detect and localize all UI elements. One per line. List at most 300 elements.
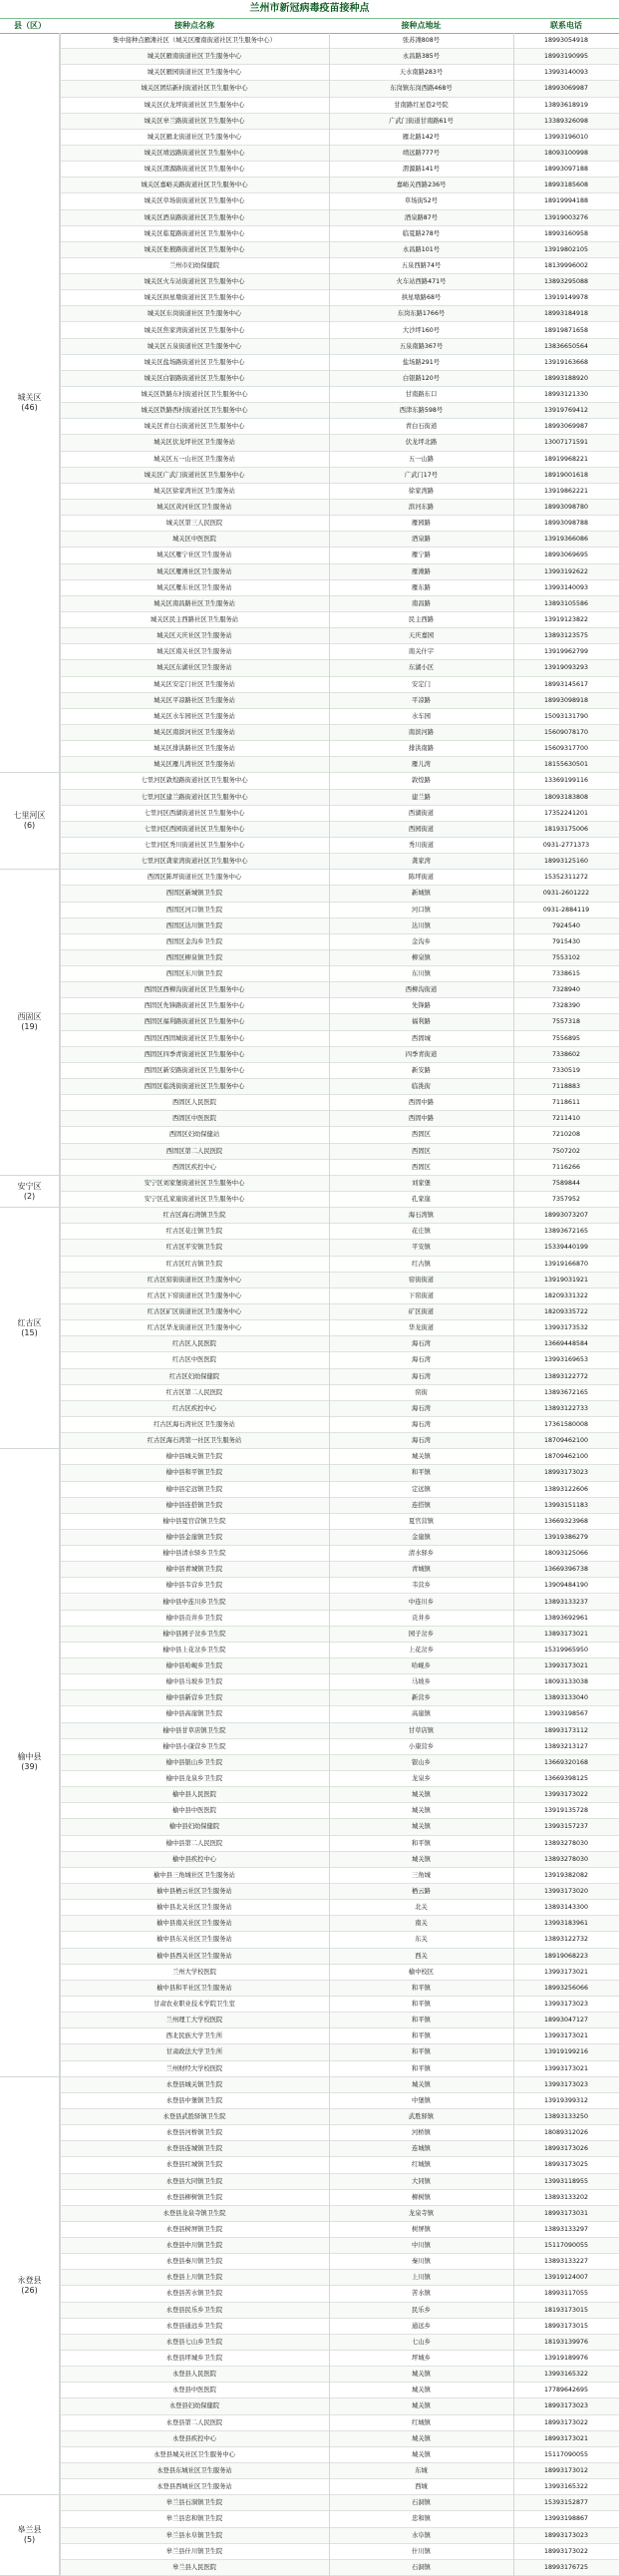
site-name: 城关区草场街街道社区卫生服务中心 [144, 197, 245, 205]
site-name: 城关区雁南街道社区卫生服务中心 [147, 53, 242, 61]
site-name: 城关区东湖社区卫生服务站 [156, 664, 232, 672]
site-phone: 0931-2601222 [542, 890, 590, 898]
site-phone: 18709462100 [543, 1437, 589, 1445]
table-row [60, 1449, 619, 1465]
site-address: 河口镇 [412, 906, 431, 914]
site-phone: 13893133040 [543, 1694, 589, 1702]
site-phone: 13893173021 [543, 1630, 589, 1638]
table-row [60, 1273, 619, 1288]
table-row [60, 146, 619, 162]
site-name: 永登县七山乡卫生院 [165, 2338, 223, 2346]
site-name: 城关区南关社区卫生服务站 [156, 648, 232, 656]
site-address: 白银路120号 [402, 374, 441, 382]
table-row [60, 886, 619, 902]
site-address: 金沟乡 [412, 937, 431, 945]
site-address: 水车园 [412, 712, 431, 720]
site-address: 三角城 [412, 1871, 431, 1879]
site-phone: 18209335722 [543, 1308, 589, 1315]
table-row [60, 950, 619, 966]
site-phone: 13919166870 [543, 1260, 589, 1268]
site-address: 和平镇 [412, 2064, 431, 2072]
site-phone: 18919968221 [543, 455, 589, 463]
site-address: 广武门街道甘南路61号 [389, 117, 454, 125]
table-row [60, 258, 619, 274]
table-row [60, 1192, 619, 1208]
site-address: 龙泉乡 [412, 1775, 431, 1783]
site-address: 城关镇 [412, 2387, 431, 2394]
site-address: 民乐乡 [412, 2306, 431, 2314]
site-address: 和平镇 [412, 2000, 431, 2008]
site-address: 滨河东路 [408, 504, 435, 512]
table-row [60, 1111, 619, 1127]
site-phone: 13893122733 [543, 1404, 589, 1412]
site-name: 西固区福利路街道社区卫生服务中心 [144, 1018, 245, 1026]
site-name: 榆中县新营乡卫生院 [165, 1694, 223, 1702]
site-phone: 13993140093 [543, 583, 589, 591]
site-phone: 13993198567 [543, 1710, 589, 1718]
site-address: 城关镇 [412, 2080, 431, 2088]
site-phone: 13893105586 [543, 599, 589, 607]
sites-table [0, 33, 619, 2576]
table-row [60, 452, 619, 468]
site-phone: 18993173012 [543, 2467, 589, 2475]
site-address: 平安镇 [412, 1244, 431, 1252]
site-name: 城关区拱星墩街道社区卫生服务中心 [144, 294, 245, 302]
table-row [60, 870, 619, 886]
table-row [60, 790, 619, 806]
site-phone: 18993054918 [543, 37, 589, 44]
site-address: 坪城乡 [412, 2355, 431, 2363]
site-address: 西湖街道 [408, 809, 435, 817]
site-phone: 13893133202 [543, 2193, 589, 2201]
site-phone: 17361580008 [543, 1420, 589, 1428]
site-phone: 13919199216 [543, 2048, 589, 2056]
site-phone: 7211410 [551, 1115, 581, 1123]
table-row [60, 81, 619, 97]
site-phone: 18993098788 [543, 520, 589, 528]
site-address: 什川镇 [412, 2547, 431, 2555]
site-name: 红古区海石湾社区卫生服务站 [154, 1420, 235, 1428]
site-phone: 13919366086 [543, 536, 589, 544]
site-phone: 13919862221 [543, 487, 589, 495]
site-name: 红古区平安镇卫生院 [165, 1244, 223, 1252]
table-row [60, 2286, 619, 2302]
site-name: 城关区雁儿湾社区卫生服务站 [154, 761, 235, 769]
table-row [60, 1047, 619, 1063]
site-address: 雁儿湾 [412, 761, 431, 769]
site-name: 榆中县青城镇卫生院 [165, 1566, 223, 1574]
site-phone: 7118883 [551, 1083, 581, 1091]
table-row [60, 1916, 619, 1932]
site-phone: 18993190995 [543, 53, 589, 61]
site-name: 榆中县三角城社区卫生服务站 [154, 1871, 235, 1879]
site-phone: 7328390 [551, 1002, 581, 1010]
site-phone: 7338615 [551, 970, 581, 978]
site-phone: 18993176725 [543, 2563, 589, 2571]
site-name: 榆中县连搭镇卫生院 [165, 1501, 223, 1509]
table-row [60, 1627, 619, 1643]
site-name: 城关区靖远路街道社区卫生服务中心 [144, 149, 245, 157]
site-address: 西固中路 [408, 1115, 435, 1123]
site-name: 兰州财经大学校医院 [165, 2064, 223, 2072]
table-row [60, 1739, 619, 1755]
site-name: 榆中县定远镇卫生院 [165, 1485, 223, 1493]
site-address: 西津东路598号 [399, 407, 444, 415]
site-address: 城关镇 [412, 2434, 431, 2442]
site-phone: 13893133297 [543, 2225, 589, 2233]
table-row [60, 2270, 619, 2286]
site-phone: 13893278030 [543, 1855, 589, 1863]
site-phone: 18993117055 [543, 2290, 589, 2298]
site-address: 秀川街道 [408, 841, 435, 849]
site-phone: 18209331322 [543, 1291, 589, 1299]
table-row [60, 339, 619, 355]
site-phone: 13993173532 [543, 1324, 589, 1332]
site-address: 韦营乡 [412, 1582, 431, 1590]
site-address: 武胜驿镇 [408, 2112, 435, 2120]
site-address: 福利路 [412, 1018, 431, 1026]
site-phone: 18993173022 [543, 2547, 589, 2555]
site-address: 建兰路 [412, 793, 431, 801]
site-phone: 18919001618 [543, 471, 589, 479]
site-name: 西固区金沟乡卫生院 [165, 937, 223, 945]
table-row [60, 2013, 619, 2028]
site-name: 榆中县银山乡卫生院 [165, 1758, 223, 1766]
site-name: 榆中县韦营乡卫生院 [165, 1582, 223, 1590]
site-phone: 18993256066 [543, 1984, 589, 1992]
table-row [60, 2028, 619, 2044]
site-address: 西园街道 [408, 825, 435, 833]
site-address: 石洞镇 [412, 2499, 431, 2507]
site-phone: 13919149978 [543, 294, 589, 302]
site-address: 嘉峪关西路236号 [396, 182, 447, 189]
site-name: 永登县武胜驿镇卫生院 [162, 2112, 226, 2120]
site-phone: 13993140093 [543, 69, 589, 77]
site-phone: 15393152877 [543, 2499, 589, 2507]
site-address: 拱星墩路68号 [401, 294, 442, 302]
site-phone: 0931-2884119 [542, 906, 590, 914]
site-phone: 7507202 [551, 1147, 581, 1155]
table-row [60, 1836, 619, 1852]
table-row [60, 2398, 619, 2414]
table-row [60, 2383, 619, 2398]
table-row [60, 822, 619, 838]
site-address: 甘南路东口 [405, 391, 438, 399]
table-row [60, 564, 619, 580]
site-address: 忠和镇 [412, 2515, 431, 2523]
site-address: 平凉路 [412, 696, 431, 704]
site-name: 城关区伏龙坪街道社区卫生服务中心 [144, 101, 245, 109]
site-phone: 13993165322 [543, 2483, 589, 2491]
table-row [60, 162, 619, 178]
site-name: 西固区妇幼保健站 [168, 1131, 220, 1139]
site-phone: 13389326098 [543, 117, 589, 125]
table-row [60, 2044, 619, 2060]
table-row [60, 1981, 619, 1997]
table-row [60, 242, 619, 258]
site-address: 海石湾 [412, 1372, 431, 1380]
site-address: 临夏路278号 [402, 229, 441, 237]
site-name: 城关区雁宁社区卫生服务站 [156, 552, 232, 559]
site-address: 东城 [415, 2467, 428, 2475]
site-phone: 7328940 [551, 986, 581, 994]
site-phone: 7924540 [551, 921, 581, 929]
table-row [60, 1546, 619, 1562]
site-phone: 18193139976 [543, 2338, 589, 2346]
site-name: 城关区酒泉路街道社区卫生服务中心 [144, 213, 245, 221]
site-name: 城关区第三人民医院 [165, 520, 223, 528]
site-name: 西固区西固城街道社区卫生服务中心 [144, 1034, 245, 1042]
site-name: 城关区中医医院 [171, 536, 217, 544]
site-name: 榆中县和平社区卫生服务站 [156, 1984, 232, 1992]
table-row [60, 2238, 619, 2254]
site-phone: 13893692961 [543, 1614, 589, 1622]
site-phone: 18993069987 [543, 85, 589, 93]
site-address: 城关镇 [412, 1807, 431, 1815]
site-name: 榆中县东关社区卫生服务站 [156, 1936, 232, 1944]
site-phone: 0931-2771373 [542, 841, 590, 849]
site-name: 七里河区西湖街道社区卫生服务中心 [144, 809, 245, 817]
site-phone: 15609317700 [543, 745, 589, 753]
table-row [60, 290, 619, 306]
site-address: 红城镇 [412, 2161, 431, 2169]
table-row [60, 2319, 619, 2335]
table-row [60, 725, 619, 741]
site-address: 中连川乡 [408, 1598, 435, 1606]
site-address: 孔家崖 [412, 1196, 431, 1204]
site-phone: 13893122732 [543, 1936, 589, 1944]
site-address: 定远镇 [412, 1485, 431, 1493]
table-row [60, 966, 619, 982]
table-row [60, 1433, 619, 1449]
table-row [60, 1063, 619, 1079]
site-address: 安定门 [412, 680, 431, 688]
table-row [60, 1965, 619, 1981]
site-phone: 18993173031 [543, 2209, 589, 2217]
site-address: 柳泉镇 [412, 953, 431, 961]
table-row [60, 403, 619, 419]
table-row [60, 371, 619, 387]
site-name: 红古区疾控中心 [171, 1404, 217, 1412]
site-name: 永登县树屏镇卫生院 [165, 2225, 223, 2233]
site-address: 龚家湾 [412, 858, 431, 866]
site-phone: 18919871658 [543, 326, 589, 334]
site-name: 安宁区孔家崖街道社区卫生服务中心 [144, 1196, 245, 1204]
site-address: 栖云路 [412, 1888, 431, 1895]
site-name: 西固区达川镇卫生院 [165, 921, 223, 929]
site-address: 红城镇 [412, 2418, 431, 2426]
table-row [60, 65, 619, 81]
site-phone: 18993145617 [543, 680, 589, 688]
site-name: 城关区南昌路社区卫生服务站 [154, 599, 235, 607]
site-phone: 13993173021 [543, 2064, 589, 2072]
site-name: 城关区铁路东村街道社区卫生服务中心 [141, 391, 248, 399]
site-address: 夏官营镇 [408, 1517, 435, 1525]
site-name: 永登县柳树镇卫生院 [165, 2193, 223, 2201]
site-phone: 18193175006 [543, 825, 589, 833]
site-name: 城关区黄河社区卫生服务站 [156, 504, 232, 512]
site-name: 城关区排洪路社区卫生服务站 [154, 745, 235, 753]
table-row [60, 2077, 619, 2093]
site-phone: 13993173023 [543, 2000, 589, 2008]
district-cell: 红古区 (15) [0, 1208, 60, 1449]
site-phone: 7210208 [551, 1131, 581, 1139]
table-row [60, 2528, 619, 2544]
district-cell: 西固区 (19) [0, 870, 60, 1176]
site-name: 永登县西城社区卫生服务站 [156, 2483, 232, 2491]
site-name: 西固区新城镇卫生院 [165, 890, 223, 898]
site-phone: 13893122772 [543, 1372, 589, 1380]
table-row [60, 2431, 619, 2447]
site-phone: 13893143300 [543, 1904, 589, 1912]
table-row [60, 596, 619, 612]
district-cell: 安宁区 (2) [0, 1176, 60, 1208]
site-name: 榆中县高崖镇卫生院 [165, 1710, 223, 1718]
header-district: 县（区） [14, 21, 46, 30]
site-phone: 18093100998 [543, 149, 589, 157]
site-address: 五一山路 [408, 455, 435, 463]
site-name: 榆中县南关社区卫生服务站 [156, 1920, 232, 1928]
table-row [60, 1401, 619, 1417]
site-address: 东川镇 [412, 970, 431, 978]
site-name: 城关区白银路街道社区卫生服务中心 [144, 374, 245, 382]
site-phone: 13893133227 [543, 2258, 589, 2266]
site-address: 哈岘乡 [412, 1662, 431, 1670]
table-row [60, 854, 619, 870]
site-address: 七山乡 [412, 2338, 431, 2346]
site-address: 徐家湾路 [408, 487, 435, 495]
table-row [60, 1176, 619, 1192]
site-address: 石洞镇 [412, 2563, 431, 2571]
site-address: 海石湾 [412, 1420, 431, 1428]
site-address: 陈坪街道 [408, 874, 435, 882]
site-name: 七里河区龚家湾街道社区卫生服务中心 [141, 858, 248, 866]
site-name: 红古区红古镇卫生院 [165, 1260, 223, 1268]
district-cell: 榆中县 (39) [0, 1449, 60, 2076]
site-phone: 13919962799 [543, 648, 589, 656]
table-row [60, 130, 619, 146]
table-row [60, 1949, 619, 1965]
site-address: 南关什字 [408, 648, 435, 656]
table-row [60, 1304, 619, 1320]
site-name: 城关区五泉街道社区卫生服务中心 [147, 342, 242, 350]
site-phone: 7556895 [551, 1034, 581, 1042]
table-row [60, 274, 619, 290]
site-address: 城关镇 [412, 2402, 431, 2410]
site-phone: 7330519 [551, 1066, 581, 1074]
table-row [60, 306, 619, 322]
site-name: 榆中县马坡乡卫生院 [165, 1678, 223, 1686]
table-row [60, 773, 619, 789]
site-name: 榆中县清水驿乡卫生院 [162, 1550, 226, 1558]
site-name: 永登县通远乡卫生院 [165, 2322, 223, 2330]
site-phone: 13993173021 [543, 1968, 589, 1976]
site-phone: 15319965950 [543, 1646, 589, 1654]
table-row [60, 323, 619, 339]
site-phone: 7589844 [551, 1179, 581, 1187]
site-phone: 15352311272 [543, 874, 589, 882]
site-phone: 18993160958 [543, 229, 589, 237]
site-name: 城关区五一山社区卫生服务站 [154, 455, 235, 463]
table-row [60, 1884, 619, 1900]
site-address: 小康营乡 [408, 1742, 435, 1750]
table-row [60, 2479, 619, 2495]
site-address: 华龙街道 [408, 1324, 435, 1332]
site-address: 南关 [415, 1920, 428, 1928]
site-phone: 18993125160 [543, 858, 589, 866]
site-name: 永登县上川镇卫生院 [165, 2274, 223, 2282]
site-address: 和平镇 [412, 1984, 431, 1992]
table-row [60, 2351, 619, 2367]
site-name: 榆中县龙泉乡卫生院 [165, 1775, 223, 1783]
site-address: 临洮街 [412, 1083, 431, 1091]
table-row [60, 548, 619, 563]
table-row [60, 2367, 619, 2383]
site-name: 榆中县妇幼保健院 [168, 1823, 220, 1831]
site-phone: 18993098918 [543, 696, 589, 704]
site-phone: 13836650564 [543, 342, 589, 350]
site-name: 甘肃农业职业技术学院卫生室 [154, 2000, 235, 2008]
site-name: 城关区皋兰路街道社区卫生服务中心 [144, 117, 245, 125]
site-phone: 7915430 [551, 937, 581, 945]
site-address: 达川镇 [412, 921, 431, 929]
site-name: 红古区矿区街道社区卫生服务中心 [147, 1308, 242, 1315]
site-name: 红古区人民医院 [171, 1340, 217, 1348]
site-name: 红古区第二人民医院 [165, 1388, 223, 1396]
site-phone: 13669323968 [543, 1517, 589, 1525]
site-phone: 18919994188 [543, 197, 589, 205]
site-address: 五泉西路74号 [401, 261, 442, 269]
site-name: 榆中县城关镇卫生院 [165, 1453, 223, 1461]
site-name: 永登县秦川镇卫生院 [165, 2258, 223, 2266]
table-row [60, 33, 619, 49]
table-row [60, 516, 619, 532]
table-row [60, 2463, 619, 2479]
table-row [60, 178, 619, 193]
site-phone: 18993173022 [543, 2418, 589, 2426]
table-row [60, 1385, 619, 1401]
site-address: 银山乡 [412, 1758, 431, 1766]
site-name: 榆中县中医医院 [171, 1807, 217, 1815]
site-phone: 18093125066 [543, 1550, 589, 1558]
table-row [60, 1674, 619, 1690]
site-name: 永登县城关镇卫生院 [165, 2080, 223, 2088]
table-row [60, 1771, 619, 1787]
site-address: 青城镇 [412, 1566, 431, 1574]
site-phone: 18089312026 [543, 2129, 589, 2137]
site-address: 盐场路291号 [402, 358, 441, 366]
site-address: 西固城 [412, 1034, 431, 1042]
table-row [60, 1369, 619, 1385]
table-row [60, 49, 619, 65]
site-name: 永登县中堡镇卫生院 [165, 2096, 223, 2104]
site-name: 兰州大学校医院 [171, 1968, 217, 1976]
table-row [60, 612, 619, 628]
site-name: 城关区铁路西村街道社区卫生服务中心 [141, 407, 248, 415]
site-phone: 13993173022 [543, 1791, 589, 1799]
site-name: 红古区中医医院 [171, 1356, 217, 1364]
table-row [60, 2511, 619, 2527]
site-name: 永登县城关社区卫生服务中心 [154, 2450, 235, 2458]
site-name: 城关区火车站街道社区卫生服务中心 [144, 278, 245, 286]
site-name: 榆中县园子岔乡卫生院 [162, 1630, 226, 1638]
table-row [60, 1690, 619, 1706]
site-address: 敦煌路 [412, 777, 431, 785]
site-phone: 13993192622 [543, 567, 589, 575]
site-name: 城关区南滨河社区卫生服务站 [154, 728, 235, 736]
site-name: 西固区新安路街道社区卫生服务中心 [144, 1066, 245, 1074]
site-phone: 13893295088 [543, 278, 589, 286]
